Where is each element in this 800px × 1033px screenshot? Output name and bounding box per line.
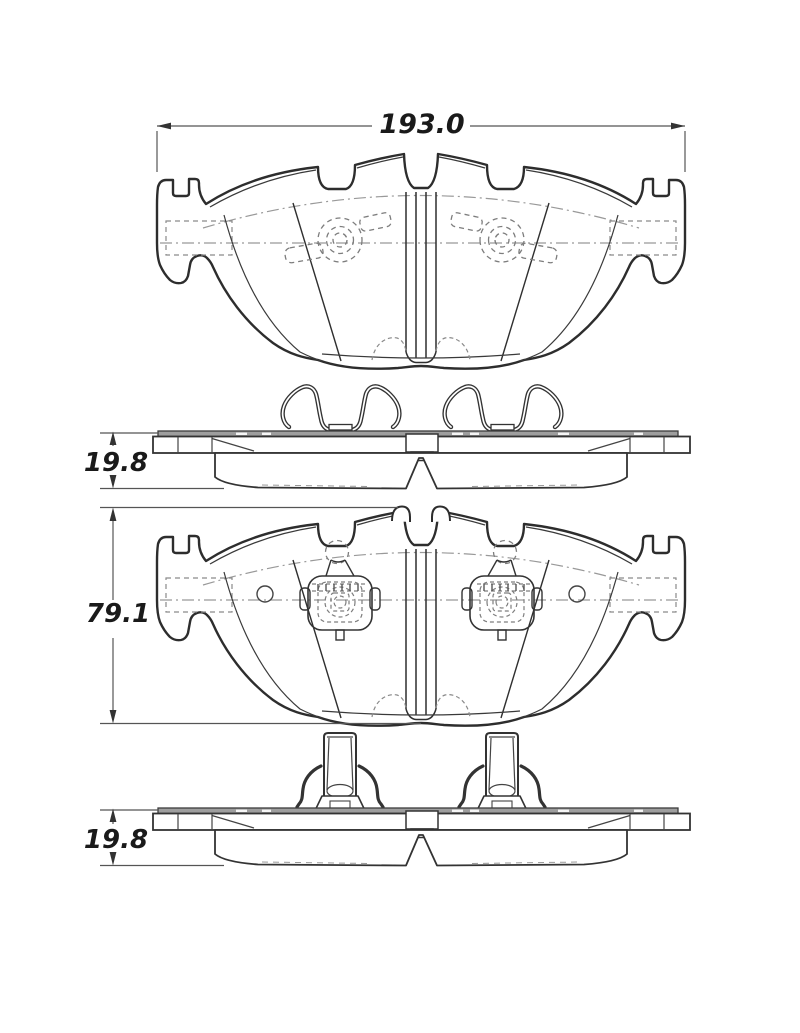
pad-edge-view-bottom	[153, 808, 690, 866]
pad-front-view-dampers	[157, 154, 685, 369]
wear-sensor-post-left	[297, 733, 383, 809]
pad-height-label: 79.1	[85, 599, 151, 629]
abutment-clip-right	[445, 386, 562, 430]
abutment-clip-left	[283, 386, 400, 430]
pad-edge-view-top	[153, 431, 690, 489]
wear-sensor-post-right	[459, 733, 545, 809]
thickness-bottom-label: 19.8	[83, 825, 149, 855]
overall-width-label: 193.0	[379, 109, 465, 140]
pad-front-view-sensors	[157, 507, 685, 726]
thickness-top-label: 19.8	[83, 448, 149, 478]
